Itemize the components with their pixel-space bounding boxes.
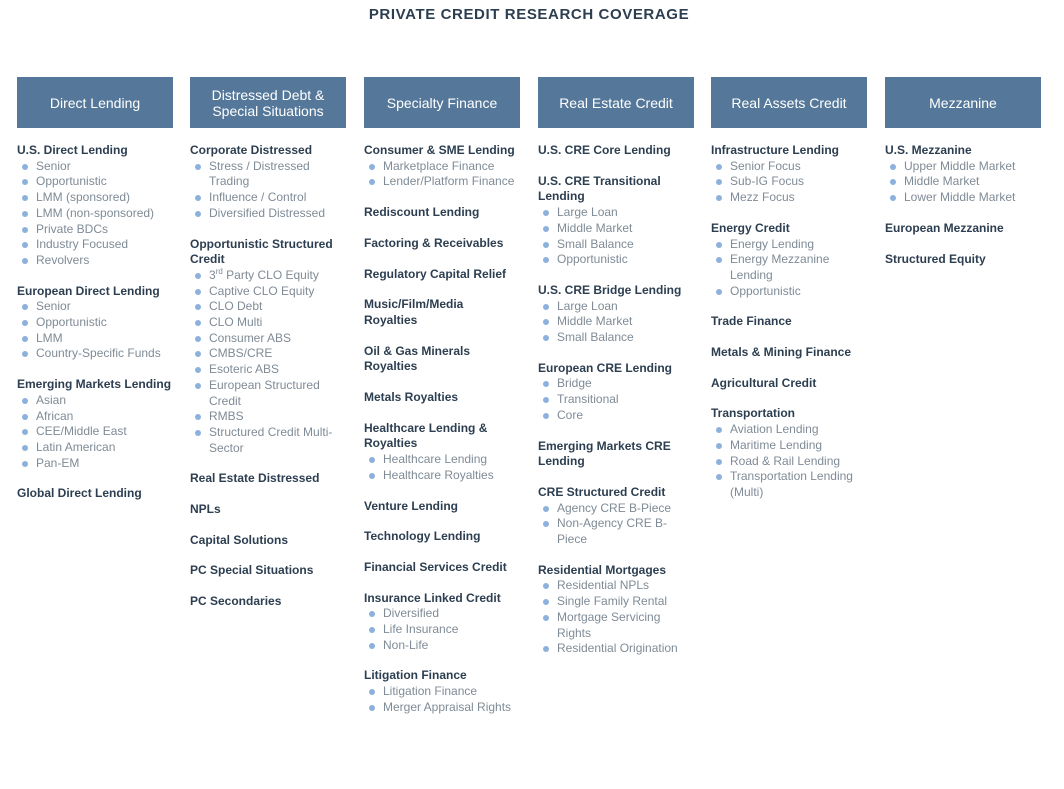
- list-item: Energy Mezzanine Lending: [711, 252, 867, 283]
- list-item: Opportunistic: [17, 174, 173, 190]
- column: [190, 77, 346, 625]
- section-title: U.S. CRE Core Lending: [538, 143, 671, 157]
- bullet-list: [538, 205, 694, 268]
- list-item: 3rd Party CLO Equity: [190, 268, 346, 284]
- list-item: Life Insurance: [364, 622, 520, 638]
- list-item: Opportunistic: [17, 315, 173, 331]
- coverage-section: [190, 502, 346, 518]
- coverage-section: [190, 594, 346, 610]
- list-item: Influence / Control: [190, 190, 346, 206]
- column: [364, 77, 520, 731]
- list-item: Senior Focus: [711, 159, 867, 175]
- column-body: [17, 128, 173, 502]
- coverage-section: [190, 533, 346, 549]
- section-title: U.S. Mezzanine: [885, 143, 972, 157]
- column-body: [885, 128, 1041, 267]
- list-item: Energy Lending: [711, 237, 867, 253]
- section-title: Transportation: [711, 406, 796, 421]
- column-header: Real Estate Credit: [538, 77, 694, 128]
- list-item: African: [17, 409, 173, 425]
- coverage-section: [364, 560, 520, 576]
- list-item: Healthcare Lending: [364, 452, 520, 468]
- column-body: [364, 128, 520, 716]
- list-item: Opportunistic: [538, 252, 694, 268]
- section-title: Emerging Markets CRE Lending: [538, 438, 671, 469]
- section-title: European Mezzanine: [885, 220, 1004, 235]
- list-item: Single Family Rental: [538, 594, 694, 610]
- section-title: Residential Mortgages: [538, 562, 667, 577]
- section-title: Opportunistic Structured Credit: [190, 236, 333, 267]
- section-title: CRE Structured Credit: [538, 484, 666, 499]
- section-title: Metals Royalties: [364, 390, 459, 405]
- list-item: Transportation Lending (Multi): [711, 469, 867, 500]
- list-item: Transitional: [538, 392, 694, 408]
- column-header: Direct Lending: [17, 77, 173, 128]
- section-title: Venture Lending: [364, 498, 459, 513]
- bullet-list: [711, 422, 867, 501]
- list-item: Merger Appraisal Rights: [364, 700, 520, 716]
- coverage-section: [190, 143, 346, 222]
- section-title: U.S. CRE Transitional Lending: [538, 173, 661, 204]
- bullet-list: [538, 501, 694, 548]
- list-item: Stress / Distressed Trading: [190, 159, 346, 190]
- list-item: Esoteric ABS: [190, 362, 346, 378]
- list-item: Mezz Focus: [711, 190, 867, 206]
- bullet-list: [190, 159, 346, 222]
- section-title: Oil & Gas Minerals Royalties: [364, 343, 471, 374]
- column-header: Mezzanine: [885, 77, 1041, 128]
- section-title: Capital Solutions: [190, 532, 289, 547]
- list-item: Mortgage Servicing Rights: [538, 610, 694, 641]
- coverage-section: [364, 529, 520, 545]
- section-title: Infrastructure Lending: [711, 143, 840, 157]
- list-item: Diversified Distressed: [190, 206, 346, 222]
- list-item: Lower Middle Market: [885, 190, 1041, 206]
- section-title: U.S. CRE Bridge Lending: [538, 282, 682, 297]
- coverage-section: [885, 143, 1041, 206]
- list-item: Revolvers: [17, 253, 173, 269]
- section-title: Metals & Mining Finance: [711, 345, 852, 360]
- list-item: Sub-IG Focus: [711, 174, 867, 190]
- coverage-section: [364, 297, 520, 328]
- list-item: Senior: [17, 299, 173, 315]
- list-item: Small Balance: [538, 237, 694, 253]
- list-item: Bridge: [538, 376, 694, 392]
- section-title: Financial Services Credit: [364, 559, 507, 574]
- section-title: Structured Equity: [885, 251, 986, 266]
- list-item: Consumer ABS: [190, 331, 346, 347]
- coverage-section: [538, 143, 694, 159]
- section-title: Energy Credit: [711, 220, 790, 235]
- list-item: Latin American: [17, 440, 173, 456]
- list-item: Small Balance: [538, 330, 694, 346]
- bullet-list: [364, 606, 520, 653]
- list-item: Large Loan: [538, 299, 694, 315]
- list-item: Country-Specific Funds: [17, 346, 173, 362]
- coverage-section: [711, 406, 867, 500]
- page-title: PRIVATE CREDIT RESEARCH COVERAGE: [368, 6, 690, 23]
- list-item: CEE/Middle East: [17, 424, 173, 440]
- coverage-section: [364, 344, 520, 375]
- list-item: CMBS/CRE: [190, 346, 346, 362]
- section-title: Consumer & SME Lending: [364, 143, 515, 157]
- coverage-section: [711, 221, 867, 300]
- section-title: Insurance Linked Credit: [364, 590, 501, 605]
- coverage-section: [364, 267, 520, 283]
- list-item: CLO Multi: [190, 315, 346, 331]
- bullet-list: [538, 376, 694, 423]
- coverage-section: [364, 421, 520, 484]
- list-item: Healthcare Royalties: [364, 468, 520, 484]
- list-item: Litigation Finance: [364, 684, 520, 700]
- list-item: Diversified: [364, 606, 520, 622]
- coverage-section: [190, 471, 346, 487]
- bullet-list: [17, 159, 173, 269]
- list-item: Captive CLO Equity: [190, 284, 346, 300]
- list-item: Industry Focused: [17, 237, 173, 253]
- column: [538, 77, 694, 672]
- coverage-section: [885, 221, 1041, 237]
- section-title: European Direct Lending: [17, 283, 160, 298]
- coverage-section: [538, 485, 694, 548]
- bullet-list: [711, 159, 867, 206]
- section-title: Corporate Distressed: [190, 143, 313, 157]
- list-item: LMM: [17, 331, 173, 347]
- list-item: Upper Middle Market: [885, 159, 1041, 175]
- column: [885, 77, 1041, 282]
- list-item: Maritime Lending: [711, 438, 867, 454]
- bullet-list: [364, 452, 520, 483]
- coverage-section: [17, 377, 173, 471]
- section-title: Real Estate Distressed: [190, 471, 320, 486]
- bullet-list: [364, 159, 520, 190]
- section-title: Factoring & Receivables: [364, 235, 504, 250]
- bullet-list: [17, 299, 173, 362]
- section-title: Regulatory Capital Relief: [364, 266, 507, 281]
- list-item: Core: [538, 408, 694, 424]
- coverage-section: [538, 361, 694, 424]
- list-item: CLO Debt: [190, 299, 346, 315]
- bullet-list: [711, 237, 867, 300]
- section-title: Litigation Finance: [364, 668, 467, 683]
- coverage-section: [364, 236, 520, 252]
- coverage-section: [190, 563, 346, 579]
- list-item: Middle Market: [885, 174, 1041, 190]
- list-item: Non-Life: [364, 638, 520, 654]
- section-title: Healthcare Lending & Royalties: [364, 420, 488, 451]
- section-title: NPLs: [190, 502, 221, 517]
- coverage-section: [538, 563, 694, 657]
- list-item: Residential NPLs: [538, 578, 694, 594]
- bullet-list: [538, 578, 694, 657]
- list-item: Pan-EM: [17, 456, 173, 472]
- list-item: LMM (non-sponsored): [17, 206, 173, 222]
- coverage-section: [711, 314, 867, 330]
- list-item: Large Loan: [538, 205, 694, 221]
- coverage-section: [190, 237, 346, 457]
- section-title: Trade Finance: [711, 314, 792, 329]
- section-title: Music/Film/Media Royalties: [364, 297, 464, 327]
- section-title: Technology Lending: [364, 529, 481, 544]
- column-header: Distressed Debt & Special Situations: [190, 77, 346, 128]
- coverage-section: [364, 205, 520, 221]
- section-title: Rediscount Lending: [364, 205, 480, 220]
- bullet-list: [364, 684, 520, 715]
- column-body: [190, 128, 346, 610]
- bullet-list: [190, 268, 346, 456]
- coverage-section: [538, 174, 694, 268]
- section-title: European CRE Lending: [538, 360, 673, 375]
- bullet-list: [17, 393, 173, 472]
- column-header: Real Assets Credit: [711, 77, 867, 128]
- section-title: Global Direct Lending: [17, 486, 142, 501]
- bullet-list: [538, 299, 694, 346]
- list-item: European Structured Credit: [190, 378, 346, 409]
- section-title: Emerging Markets Lending: [17, 377, 172, 392]
- section-title: PC Special Situations: [190, 563, 314, 578]
- coverage-section: [711, 376, 867, 392]
- list-item: Aviation Lending: [711, 422, 867, 438]
- list-item: Road & Rail Lending: [711, 454, 867, 470]
- list-item: Opportunistic: [711, 284, 867, 300]
- column: [711, 77, 867, 516]
- coverage-section: [364, 143, 520, 190]
- column-header: Specialty Finance: [364, 77, 520, 128]
- list-item: Agency CRE B-Piece: [538, 501, 694, 517]
- list-item: RMBS: [190, 409, 346, 425]
- list-item: Middle Market: [538, 221, 694, 237]
- coverage-section: [17, 284, 173, 363]
- list-item: Asian: [17, 393, 173, 409]
- list-item: Senior: [17, 159, 173, 175]
- coverage-section: [17, 486, 173, 502]
- coverage-section: [17, 143, 173, 269]
- list-item: Non-Agency CRE B-Piece: [538, 516, 694, 547]
- coverage-section: [885, 252, 1041, 268]
- coverage-section: [364, 668, 520, 715]
- column: [17, 77, 173, 517]
- section-title: Agricultural Credit: [711, 375, 817, 390]
- coverage-section: [538, 439, 694, 470]
- coverage-section: [538, 283, 694, 346]
- section-title: U.S. Direct Lending: [17, 143, 128, 157]
- coverage-section: [711, 143, 867, 206]
- column-body: [538, 128, 694, 657]
- list-item: LMM (sponsored): [17, 190, 173, 206]
- list-item: Marketplace Finance: [364, 159, 520, 175]
- list-item: Private BDCs: [17, 222, 173, 238]
- section-title: PC Secondaries: [190, 594, 282, 609]
- column-body: [711, 128, 867, 501]
- list-item: Residential Origination: [538, 641, 694, 657]
- coverage-section: [711, 345, 867, 361]
- coverage-section: [364, 390, 520, 406]
- coverage-section: [364, 591, 520, 654]
- bullet-list: [885, 159, 1041, 206]
- coverage-section: [364, 499, 520, 515]
- list-item: Middle Market: [538, 314, 694, 330]
- list-item: Structured Credit Multi-Sector: [190, 425, 346, 456]
- list-item: Lender/Platform Finance: [364, 174, 520, 190]
